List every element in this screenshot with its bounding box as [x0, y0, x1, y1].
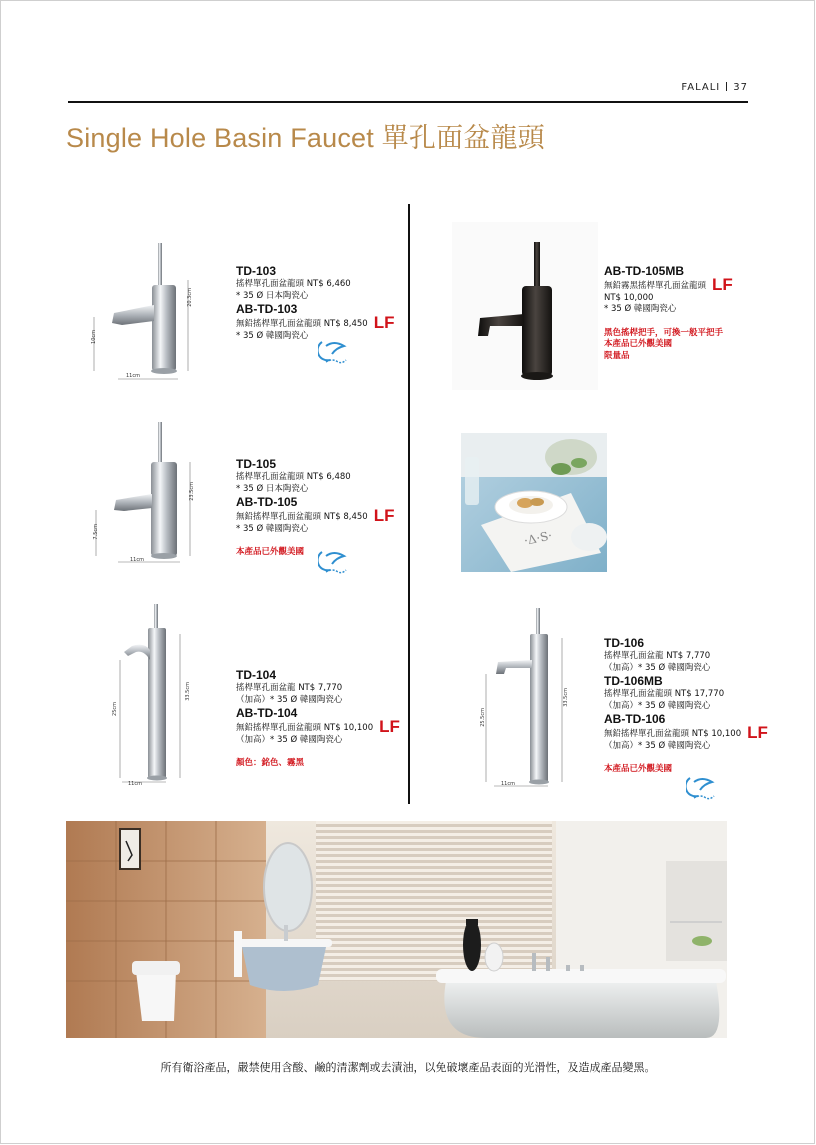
faucet-td103-image [88, 235, 208, 385]
product-code: TD-106MB [604, 674, 663, 688]
product-desc: 無鉛搖桿單孔面盆龍頭 NT$ 8,450 [236, 319, 368, 329]
page-number: 37 [733, 82, 748, 93]
product-abtd105mb [604, 264, 804, 362]
product-code: TD-104 [236, 668, 277, 682]
product-price: NT$ 10,000 [604, 292, 654, 303]
brand-name: FALALI [681, 82, 721, 93]
product-desc: 搖桿單孔面盆龍頭 NT$ 6,460 [236, 279, 351, 289]
product-spec: * 35 Ø 韓國陶瓷心 [604, 304, 677, 314]
dim-height-td106: 33.5cm [563, 688, 569, 707]
product-note: 本產品已外觀美國 [236, 547, 305, 557]
product-spec: （加高）* 35 Ø 韓國陶瓷心 [604, 662, 711, 673]
dim-height-td103: 20.3cm [187, 288, 193, 307]
product-code: TD-106 [604, 636, 645, 650]
product-td106 [604, 636, 804, 776]
page-title: Single Hole Basin Faucet 單孔面盆龍頭 [66, 123, 545, 153]
product-code: TD-105 [236, 457, 277, 471]
product-desc: 無鉛搖桿單孔面盆龍頭 NT$ 10,100 [236, 723, 374, 733]
product-code: AB-TD-105MB [604, 264, 685, 278]
product-code: TD-103 [236, 264, 277, 278]
product-spec: （加高）* 35 Ø 韓國陶瓷心 [604, 700, 711, 711]
product-note: 本產品已外觀美國 [604, 339, 673, 349]
lead-free-badge: LF [373, 506, 395, 525]
water-saving-icon [318, 546, 348, 576]
product-note: 顏色：銘色、霧黑 [236, 758, 305, 768]
product-td103 [236, 264, 416, 342]
product-td105 [236, 457, 416, 559]
product-note: 限量品 [604, 350, 630, 361]
product-spec: * 35 Ø 日本陶瓷心 [236, 483, 309, 494]
product-desc: 無鉛霧黑搖桿單孔面盆龍頭 [604, 281, 707, 291]
faucet-abtd105mb-image [452, 222, 598, 390]
product-note: 本產品已外觀美國 [604, 764, 673, 774]
dim-reach-td106: 25.5cm [480, 708, 486, 727]
dim-spout-td103: 11cm [126, 373, 140, 379]
product-desc: 搖桿單孔面盆龍頭 NT$ 17,770 [604, 689, 725, 699]
water-saving-icon [686, 772, 716, 802]
product-desc: 無鉛搖桿單孔面盆龍頭 NT$ 8,450 [236, 512, 368, 522]
product-code: AB-TD-104 [236, 706, 298, 720]
dim-height-td104: 33.5cm [185, 682, 191, 701]
product-note: 黑色搖桿把手，可換一般平把手 [604, 327, 724, 338]
bathroom-photo [66, 821, 727, 1038]
lead-free-badge: LF [373, 313, 395, 332]
header-separator [726, 82, 727, 91]
dim-spout-td106: 11cm [501, 781, 515, 787]
lead-free-badge: LF [712, 275, 733, 294]
product-td104 [236, 668, 416, 770]
product-spec: * 35 Ø 韓國陶瓷心 [236, 523, 309, 534]
lead-free-badge: LF [747, 723, 768, 742]
product-spec: （加高）* 35 Ø 韓國陶瓷心 [604, 740, 711, 751]
product-spec: （加高）* 35 Ø 韓國陶瓷心 [236, 734, 343, 745]
product-spec: * 35 Ø 韓國陶瓷心 [236, 330, 309, 341]
dim-reach-td103: 10cm [91, 330, 97, 344]
product-code: AB-TD-106 [604, 712, 666, 726]
lead-free-badge: LF [379, 717, 400, 736]
product-desc: 搖桿單孔面盆龍頭 NT$ 6,480 [236, 472, 351, 482]
product-spec: * 35 Ø 日本陶瓷心 [236, 290, 309, 301]
footer-caption: 所有衛浴產品，嚴禁使用含酸、鹼的清潔劑或去漬油，以免破壞產品表面的光滑性，及造成產品變黑。 [160, 1061, 656, 1074]
dim-spout-td104: 11cm [128, 781, 142, 787]
dim-height-td105: 23.5cm [189, 482, 195, 501]
header-rule [68, 101, 748, 103]
product-code: AB-TD-105 [236, 495, 298, 509]
dim-spout-td105: 11cm [130, 557, 144, 563]
svg-text:·Δ·S·: ·Δ·S· [522, 528, 554, 548]
water-saving-icon [318, 336, 348, 366]
table-setting-photo [461, 433, 607, 572]
dim-reach-td105: 7.5cm [93, 524, 99, 540]
product-code: AB-TD-103 [236, 302, 298, 316]
page-header [681, 82, 748, 93]
product-desc: 搖桿單孔面盆龍 NT$ 7,770 [236, 683, 343, 693]
product-desc: 搖桿單孔面盆龍 NT$ 7,770 [604, 651, 711, 661]
product-spec: （加高）* 35 Ø 韓國陶瓷心 [236, 694, 343, 705]
faucet-td104-image [104, 600, 214, 792]
dim-reach-td104: 25cm [112, 702, 118, 716]
faucet-td106-image [478, 604, 594, 794]
product-desc: 無鉛搖桿單孔面盆龍頭 NT$ 10,100 [604, 729, 742, 739]
